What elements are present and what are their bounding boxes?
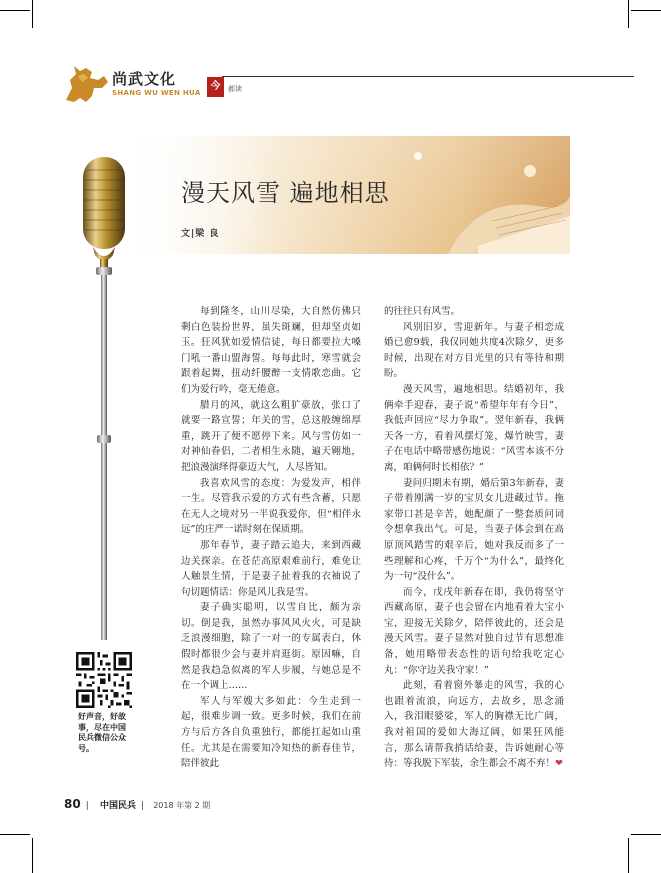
footer-separator: | xyxy=(141,801,145,811)
publication-name: 中国民兵 xyxy=(99,801,136,811)
paragraph: 漫天风雪，遍地相思。结婚初年，我俩牵手迎春，妻子说“希望年年有今日”，我低声回应“尽力争取”。翌年新春，我俩天各一方，看着风摆灯笼，爆竹映雪，妻子在电话中略带感伤地说：“风雪本该不分离，咱俩何时长相依？” xyxy=(384,383,564,473)
paragraph: 风别旧岁，雪迎新年。与妻子相恋成婚已愈9载，我仅同她共度4次除夕，更多时候，出现在对方目光里的只有等待和期盼。 xyxy=(384,321,564,380)
paragraph-text: 此刻，看着窗外暴走的风雪，我的心也跟着流浪，向远方，去故乡，思念涌入，我泪眼婆娑，军人的胸襟无比广阔，我对祖国的爱如大海辽阔，如果狂风能言，那么请帮我捎话给妻，告诉她耐心等待：等我脱下军装，余生都会不离不弃！ xyxy=(384,680,564,770)
crop-mark xyxy=(628,838,629,873)
section-logo xyxy=(62,62,201,106)
qr-caption: 好声音，好故事，尽在中国民兵微信公众号。 xyxy=(78,712,126,753)
article-column-left xyxy=(181,304,361,772)
column-label: 郝读 xyxy=(228,85,242,93)
microphone-icon xyxy=(78,155,138,645)
section-pinyin: SHANG WU WEN HUA xyxy=(112,89,201,97)
footer-separator: | xyxy=(85,801,89,811)
paragraph: 腊月的风，就这么粗犷豪放，张口了就要一路宣誓；年关的雪，总这般缠绵厚重，跳开了便不愿停下来。风与雪仿如一对神仙眷侣，二者相生永随，遍天翱地，把浪漫演绎得豪迈大气，人尽皆知。 xyxy=(181,399,361,473)
paragraph: 我喜欢风雪的态度：为爱发声，相伴一生。尽管我示爱的方式有些含蓄，只愿在无人之境对另一半说我爱你，但“相伴永远”的庄严一诺时刻在保质期。 xyxy=(181,477,361,536)
crop-mark xyxy=(32,838,33,873)
horse-logo-icon xyxy=(62,62,110,106)
qr-code-icon[interactable] xyxy=(76,652,132,708)
crop-mark xyxy=(32,0,33,28)
crop-mark xyxy=(631,10,661,11)
section-title: 尚武文化 xyxy=(112,70,177,88)
heart-icon: ❤ xyxy=(555,758,563,770)
article-title: 漫天风雪 遍地相思 xyxy=(181,179,390,207)
paragraph: 每到隆冬，山川尽染，大自然仿佛只剩白色装扮世界，虽失斑斓，但却坚贞如玉。狂风犹如爱情信徒，每日都要拉大嗓门吼一番山盟海誓。每每此时，寒雪就会跟着起舞，扭动纤腰醉一支情歌恋曲。它们为爱行吟，毫无倦意。 xyxy=(181,306,361,395)
crop-mark xyxy=(631,834,661,835)
paragraph-last xyxy=(384,678,564,772)
paragraph: 的往往只有风雪。 xyxy=(384,306,461,317)
column-badge: 今 xyxy=(207,77,224,97)
page-number: 80 xyxy=(64,797,81,811)
crop-mark xyxy=(628,0,629,28)
header-rule xyxy=(222,76,634,77)
paragraph: 妻子确实聪明，以雪自比，颇为亲切。倒是我，虽然办事风风火火，可是缺乏浪漫细胞，除了一对一的专属表白，休假时都很少会与妻并肩逛街。原因嘛，自然是我趋急似离的军人步履，与她总是不在一个调上…… xyxy=(181,602,361,692)
paragraph: 军人与军嫂大多如此：今生走到一起，很难步调一致。更多时候，我们在前方与后方各自负重独行，都能扛起如山重任。尤其是在需要知冷知热的新春佳节，陪伴彼此 xyxy=(181,695,361,770)
page-footer xyxy=(64,793,210,812)
article-byline: 文|梁 良 xyxy=(181,229,220,239)
article-column-right xyxy=(384,304,564,772)
issue-label: 2018 年第 2 期 xyxy=(153,801,211,810)
paragraph: 而今，戊戌年新春在即，我仍将坚守西藏高原，妻子也会留在内地看着大宝小宝，迎接无关除夕，陪伴彼此的，还会是漫天风雪。妻子显然对独自过节有思想准备，她用略带表态性的语句给我吃定心丸：“你守边关我守家！” xyxy=(384,586,564,676)
paragraph: 妻问归期未有期，婚后第3年新春，妻子带着刚满一岁的宝贝女儿进藏过节。拖家带口甚是辛苦，她配颜了一整套质问词令想拿我出气。可是，当妻子体会到在高原顶风踏雪的艰辛后，她对我反而多了一些理解和心疼，千万个“为什么”，最终化为一句“没什么”。 xyxy=(384,477,564,583)
crop-mark xyxy=(0,10,30,11)
crop-mark xyxy=(0,834,30,835)
paragraph: 那年春节，妻子踏云追夫，来到西藏边关探亲。在苍茫高原艰难前行，难免让人触景生情，于是妻子扯着我的衣袖说了句切题情话：你是风儿我是雪。 xyxy=(181,539,361,598)
